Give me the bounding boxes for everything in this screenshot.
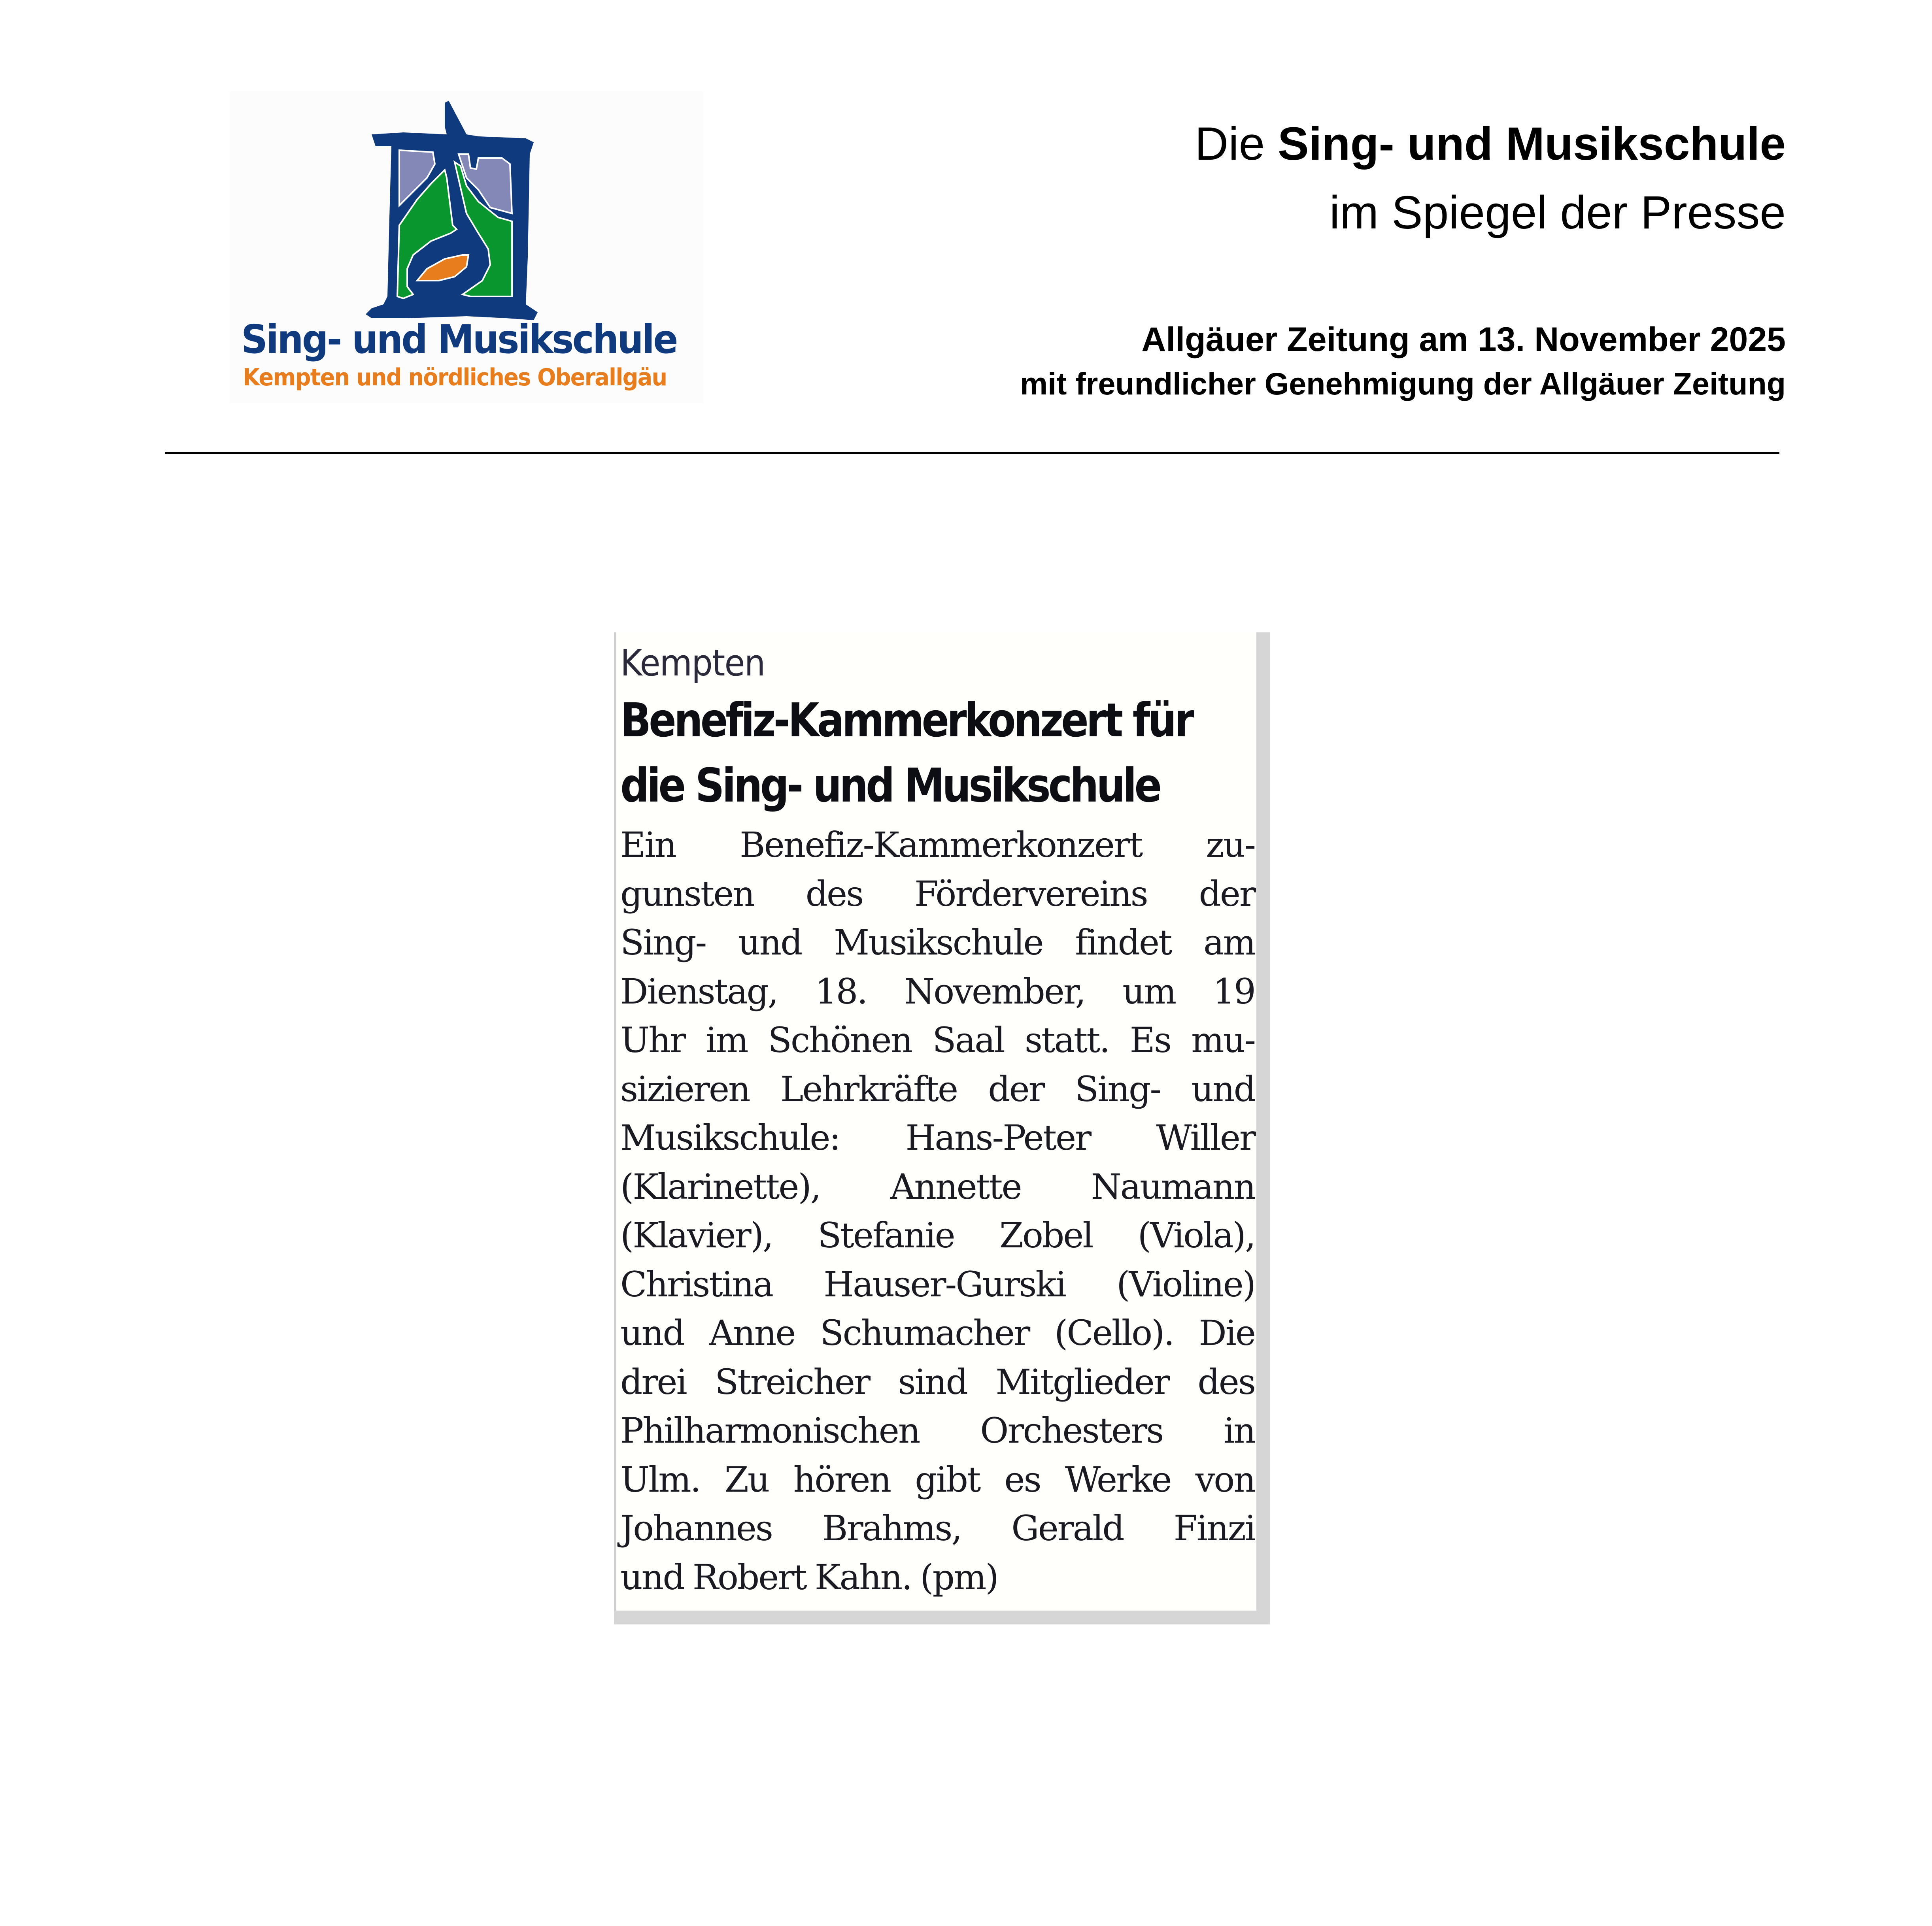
body-word: Fördervereins xyxy=(914,873,1147,914)
body-word: mu- xyxy=(1191,1020,1255,1060)
title-bold: Sing- und Musikschule xyxy=(1278,118,1786,170)
title-prefix: Die xyxy=(1195,118,1278,170)
body-word: sind xyxy=(898,1361,967,1402)
logo-school-region: Kempten und nördliches Oberallgäu xyxy=(243,364,667,391)
body-word: sizieren xyxy=(620,1068,750,1109)
body-word: um xyxy=(1122,971,1176,1012)
body-word: Willer xyxy=(1156,1117,1255,1158)
header-divider xyxy=(165,452,1779,454)
body-word: Philharmonischen xyxy=(620,1410,920,1451)
body-word: Ulm. xyxy=(620,1459,700,1500)
body-word: Naumann xyxy=(1091,1166,1255,1207)
body-word: Zu xyxy=(724,1459,769,1500)
body-line xyxy=(620,1309,1255,1358)
body-line xyxy=(620,1162,1255,1211)
body-word: Musikschule xyxy=(834,922,1043,963)
body-word: im xyxy=(705,1020,748,1060)
body-word: Johannes xyxy=(620,1508,772,1549)
body-word: von xyxy=(1195,1459,1255,1500)
body-line xyxy=(620,1406,1255,1455)
body-word: und xyxy=(1191,1068,1255,1109)
permission-credit: mit freundlicher Genehmigung der Allgäuer Zeitung xyxy=(1020,366,1786,401)
body-word: drei xyxy=(620,1361,686,1402)
body-word: in xyxy=(1224,1410,1255,1451)
page-subtitle: im Spiegel der Presse xyxy=(1329,187,1786,239)
body-word: der xyxy=(988,1068,1044,1109)
body-word: statt. xyxy=(1024,1020,1109,1060)
body-word: (Klavier), xyxy=(620,1215,772,1256)
body-line xyxy=(620,1211,1255,1260)
body-word: Finzi xyxy=(1173,1508,1255,1549)
body-word: Saal xyxy=(932,1020,1004,1060)
clipping-headline xyxy=(620,688,1253,818)
body-line xyxy=(620,918,1255,967)
body-word: Schönen xyxy=(768,1020,912,1060)
body-word: Annette xyxy=(890,1166,1021,1207)
body-word: Orchesters xyxy=(980,1410,1163,1451)
body-line xyxy=(620,1504,1255,1553)
body-word: Lehrkräfte xyxy=(780,1068,958,1109)
body-line xyxy=(620,870,1255,919)
body-line xyxy=(620,1553,1255,1602)
body-word: Die xyxy=(1199,1313,1255,1353)
body-line xyxy=(620,967,1255,1016)
body-word: Christina xyxy=(620,1264,773,1305)
body-word: Hauser-Gurski xyxy=(823,1264,1065,1305)
headline-line: die Sing- und Musikschule xyxy=(620,758,1160,813)
body-line xyxy=(620,1455,1255,1504)
body-word: hören xyxy=(793,1459,891,1500)
body-word: am xyxy=(1203,922,1255,963)
body-word: (Klarinette), xyxy=(620,1166,820,1207)
body-word: 18. xyxy=(815,971,867,1012)
body-line xyxy=(620,1113,1255,1162)
clipping-location: Kempten xyxy=(620,642,765,684)
press-source: Allgäuer Zeitung am 13. November 2025 xyxy=(1141,321,1786,358)
body-line xyxy=(620,1065,1255,1114)
body-word: (Violine) xyxy=(1116,1264,1255,1305)
logo-school-name: Sing- und Musikschule xyxy=(241,316,677,362)
body-word: Stefanie xyxy=(818,1215,954,1256)
body-word: Ein xyxy=(620,824,676,865)
body-word: 19 xyxy=(1213,971,1255,1012)
body-word: Gerald xyxy=(1011,1508,1124,1549)
body-word: (Viola), xyxy=(1137,1215,1255,1256)
body-word: findet xyxy=(1075,922,1171,963)
body-word: (pm) xyxy=(920,1556,998,1598)
body-word: Hans-Peter xyxy=(905,1117,1091,1158)
body-word: Schumacher xyxy=(820,1313,1029,1353)
body-word: Sing- xyxy=(1075,1068,1161,1109)
headline-line: Benefiz-Kammerkonzert für xyxy=(620,693,1192,747)
body-word: Musikschule: xyxy=(620,1117,840,1158)
body-word: des xyxy=(1197,1361,1255,1402)
body-word: des xyxy=(805,873,863,914)
body-word: (Cello). xyxy=(1054,1313,1174,1353)
body-word: gunsten xyxy=(620,873,754,914)
body-word: Streicher xyxy=(715,1361,870,1402)
body-word: Dienstag, xyxy=(620,971,778,1012)
body-word: Mitglieder xyxy=(995,1361,1169,1402)
body-line xyxy=(620,1016,1255,1065)
body-word: zu- xyxy=(1206,824,1255,865)
page-title xyxy=(1195,117,1786,171)
music-note-building-icon xyxy=(348,99,569,324)
body-word: gibt xyxy=(915,1459,980,1500)
body-word: und xyxy=(620,1313,684,1353)
body-line xyxy=(620,1260,1255,1309)
clipping-body xyxy=(620,821,1253,1602)
body-word: Anne xyxy=(709,1313,795,1353)
newspaper-clipping xyxy=(614,632,1256,1611)
body-word: Benefiz-Kammerkonzert xyxy=(739,824,1142,865)
body-word: und xyxy=(620,1556,684,1598)
body-word: Uhr xyxy=(620,1020,685,1060)
school-logo xyxy=(229,91,704,403)
body-line xyxy=(620,1358,1255,1407)
body-word: Robert xyxy=(692,1556,806,1598)
body-word: Zobel xyxy=(999,1215,1093,1256)
body-word: Kahn. xyxy=(814,1556,912,1598)
body-word: Brahms, xyxy=(822,1508,961,1549)
body-word: der xyxy=(1199,873,1255,914)
body-word: es xyxy=(1004,1459,1041,1500)
body-word: und xyxy=(738,922,802,963)
body-word: Es xyxy=(1129,1020,1171,1060)
body-word: Werke xyxy=(1065,1459,1171,1500)
body-word: Sing- xyxy=(620,922,706,963)
body-word: November, xyxy=(904,971,1085,1012)
body-line xyxy=(620,821,1255,870)
